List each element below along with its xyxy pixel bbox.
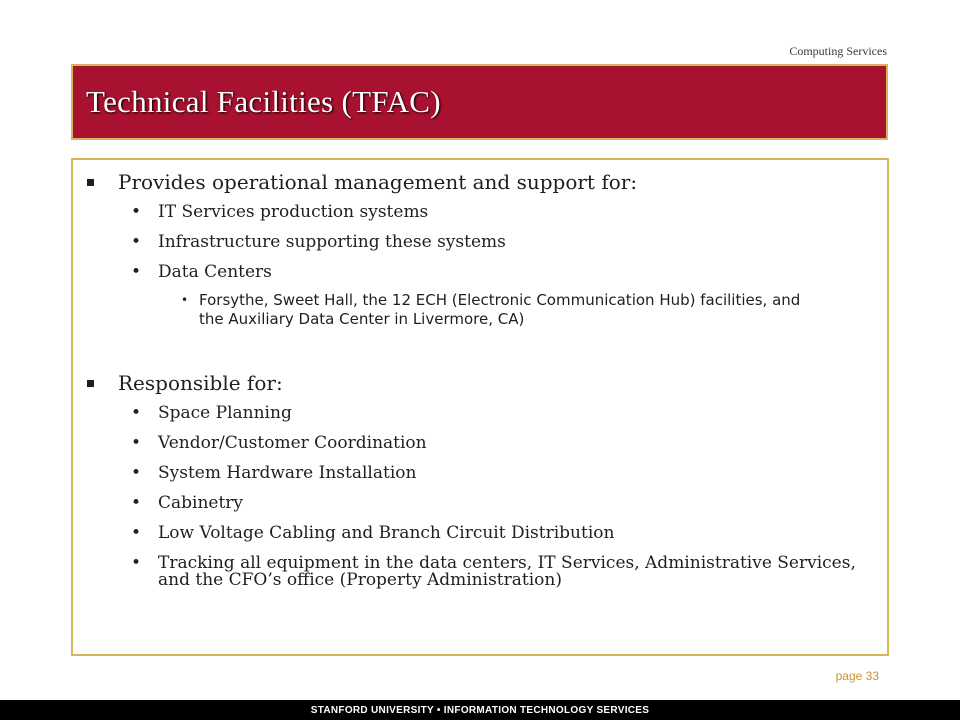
page-number: page 33 bbox=[835, 669, 879, 683]
list-item-text: Tracking all equipment in the data centers, IT Services, Administrative Services, and the CFO’s office (Property Administration) bbox=[158, 553, 856, 590]
bullet-icon: • bbox=[131, 403, 142, 423]
bullet-icon: • bbox=[131, 523, 142, 543]
list-item-text: Low Voltage Cabling and Branch Circuit Distribution bbox=[158, 523, 615, 543]
bullet-icon: • bbox=[131, 493, 142, 513]
list-item-text: Infrastructure supporting these systems bbox=[158, 232, 506, 252]
list-item-text: Cabinetry bbox=[158, 493, 244, 513]
bullet-icon: • bbox=[131, 553, 142, 573]
list-item-text: Space Planning bbox=[158, 403, 292, 423]
header-label: Computing Services bbox=[789, 44, 887, 58]
footer-bar: STANFORD UNIVERSITY • INFORMATION TECHNOLOGY SERVICES bbox=[0, 700, 960, 720]
section-heading-text: Provides operational management and support for: bbox=[118, 170, 638, 194]
section-heading-text: Responsible for: bbox=[118, 371, 283, 395]
sub-list-item-text: Forsythe, Sweet Hall, the 12 ECH (Electronic Communication Hub) facilities, and the Auxiliary Data Center in Livermore, CA) bbox=[199, 291, 801, 328]
content-box bbox=[71, 158, 889, 656]
bullet-icon: • bbox=[131, 232, 142, 252]
list-item-text: Vendor/Customer Coordination bbox=[158, 433, 427, 453]
bullet-icon: • bbox=[131, 463, 142, 483]
list-item-text: Data Centers bbox=[158, 262, 272, 282]
bullet-icon: • bbox=[181, 293, 189, 307]
bullet-icon: • bbox=[131, 433, 142, 453]
list-item-text: IT Services production systems bbox=[158, 202, 429, 222]
title-bar bbox=[71, 64, 888, 140]
square-bullet-icon bbox=[87, 179, 94, 186]
list-item-text: System Hardware Installation bbox=[158, 463, 417, 483]
bullet-icon: • bbox=[131, 202, 142, 222]
bullet-icon: • bbox=[131, 262, 142, 282]
slide-title: Technical Facilities (TFAC) bbox=[86, 84, 441, 119]
square-bullet-icon bbox=[87, 380, 94, 387]
